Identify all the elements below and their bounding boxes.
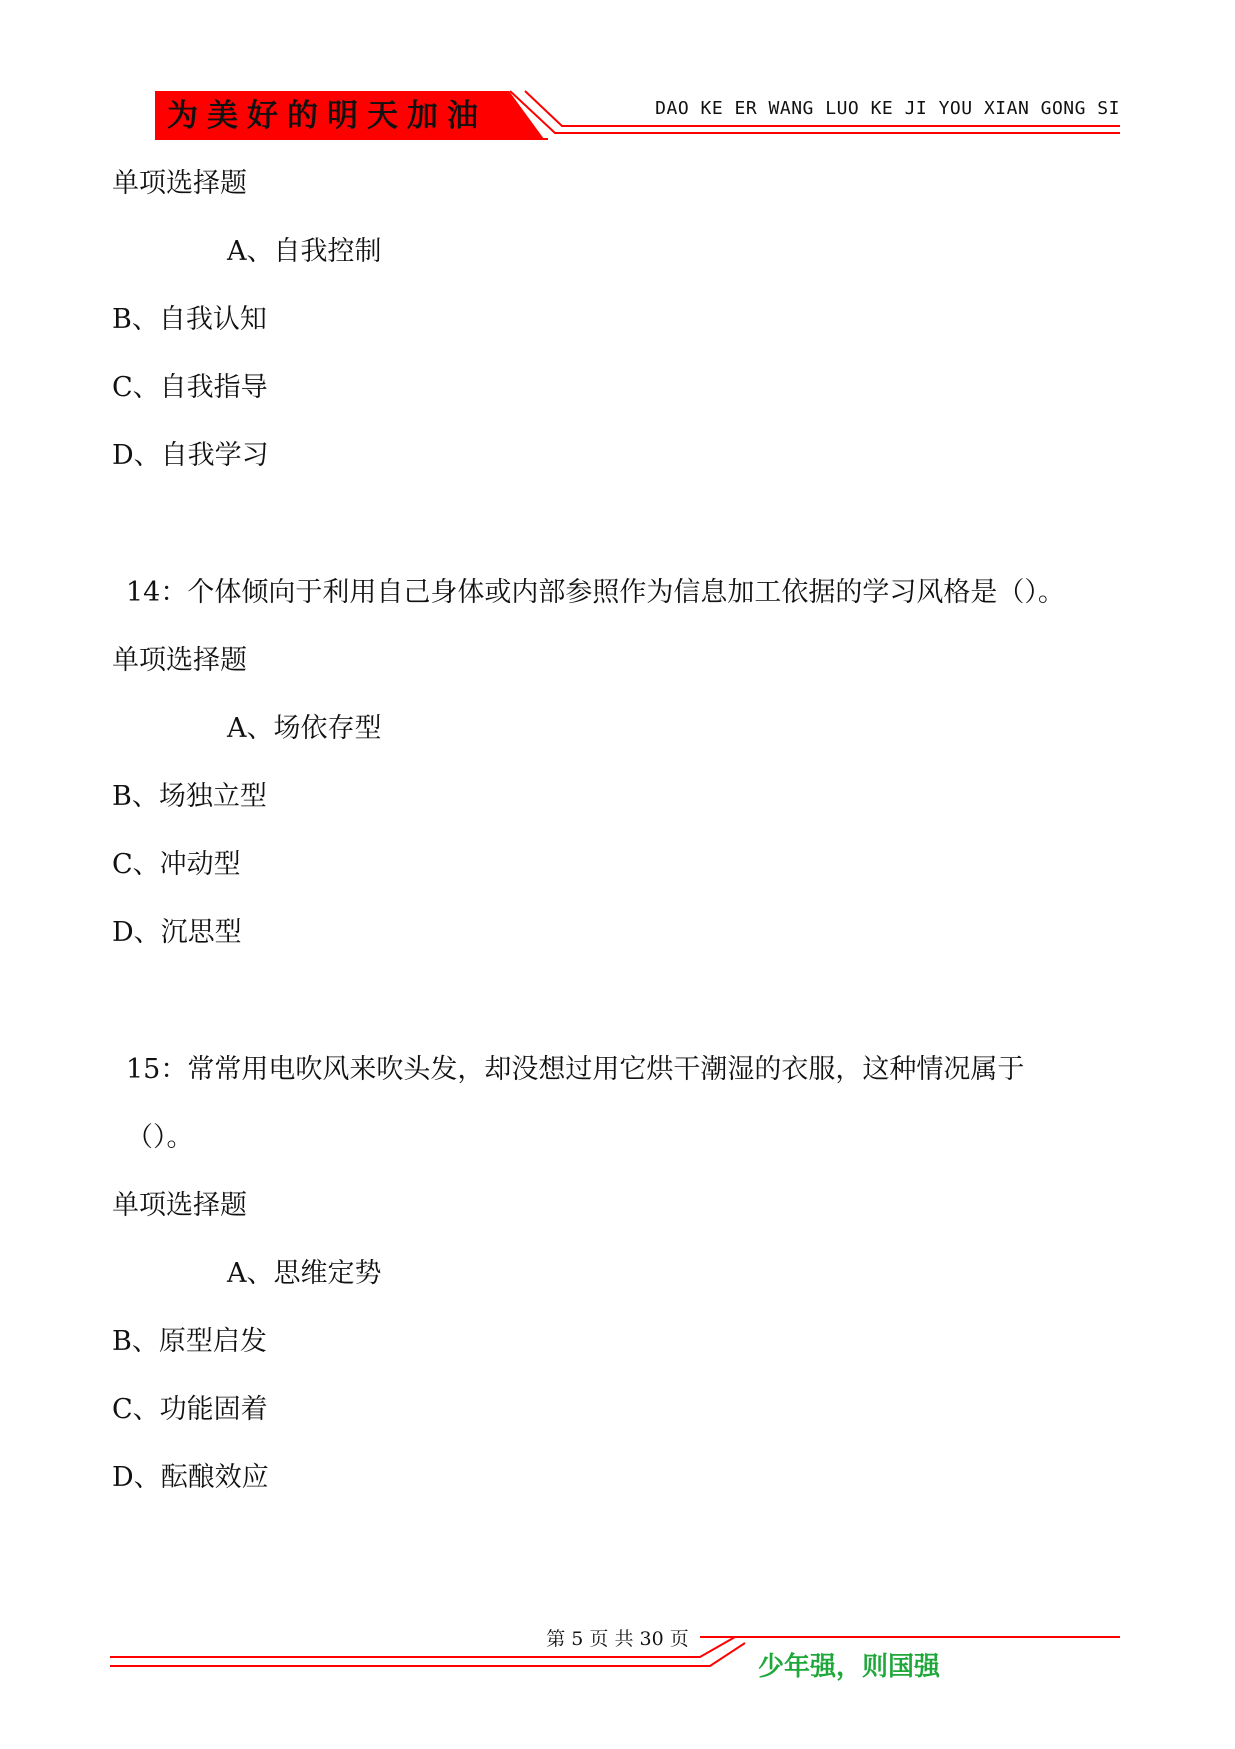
q15-option-d[interactable]: D、酝酿效应	[112, 1462, 269, 1493]
q15-type: 单项选择题	[112, 1190, 247, 1221]
q14-option-b[interactable]: B、场独立型	[112, 781, 267, 812]
footer-page-info: 第 5 页 共 30 页	[546, 1628, 689, 1650]
q15-option-b[interactable]: B、原型启发	[112, 1326, 267, 1357]
q13-type: 单项选择题	[112, 168, 247, 199]
q14-option-c[interactable]: C、冲动型	[112, 849, 241, 880]
q13-option-b[interactable]: B、自我认知	[112, 304, 267, 335]
q15-question-line1: 15：常常用电吹风来吹头发，却没想过用它烘干潮湿的衣服，这种情况属于	[126, 1054, 1025, 1085]
q13-option-d[interactable]: D、自我学习	[112, 440, 269, 471]
header-company: DAO KE ER WANG LUO KE JI YOU XIAN GONG SI	[655, 98, 1120, 119]
q14-type: 单项选择题	[112, 645, 247, 676]
q15-question-line2: （）。	[126, 1122, 194, 1153]
header-slogan: 为美好的明天加油	[167, 98, 487, 134]
q13-option-c[interactable]: C、自我指导	[112, 372, 268, 403]
q14-option-a[interactable]: A、场依存型	[227, 713, 382, 744]
q14-option-d[interactable]: D、沉思型	[112, 917, 242, 948]
q15-option-c[interactable]: C、功能固着	[112, 1394, 268, 1425]
q13-option-a[interactable]: A、自我控制	[227, 236, 382, 267]
footer-motto: 少年强，则国强	[758, 1652, 941, 1682]
q14-question: 14：个体倾向于利用自己身体或内部参照作为信息加工依据的学习风格是（）。	[126, 577, 1065, 608]
q15-option-a[interactable]: A、思维定势	[227, 1258, 382, 1289]
